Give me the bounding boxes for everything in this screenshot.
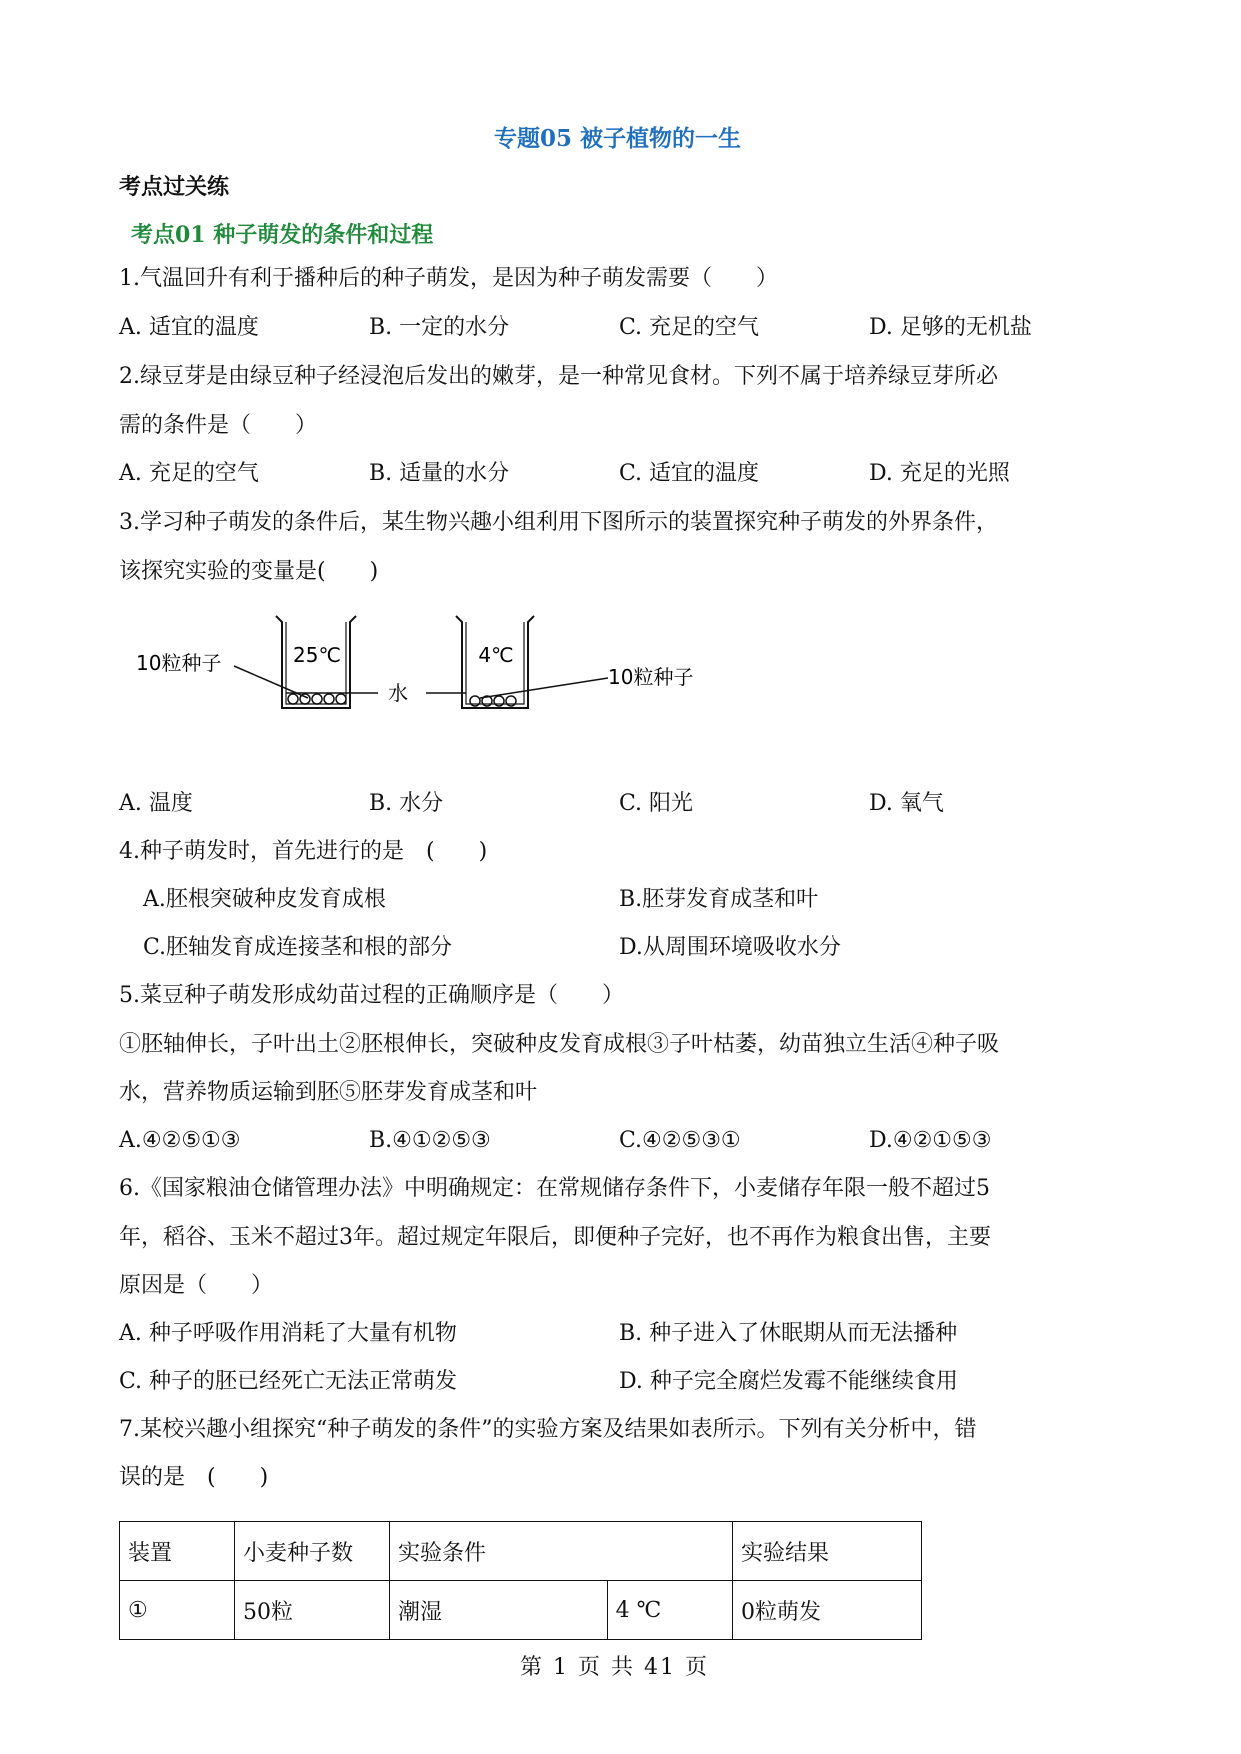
q2-option-c: C. 适宜的温度 [619, 461, 760, 486]
q6-option-d: D. 种子完全腐烂发霉不能继续食用 [619, 1369, 958, 1394]
q5-option-c: C.④②⑤③① [619, 1128, 741, 1153]
table-header-cell: 装置 [120, 1522, 235, 1581]
q2-option-b: B. 适量的水分 [369, 461, 510, 486]
seeds-left [288, 694, 346, 704]
q4-option-a: A.胚根突破种皮发育成根 [143, 887, 386, 912]
q3-option-b: B. 水分 [369, 791, 444, 816]
q6-option-c: C. 种子的胚已经死亡无法正常萌发 [119, 1369, 458, 1394]
q6-stem-line-2: 年，稻谷、玉米不超过3年。超过规定年限后，即便种子完好，也不再作为粮食出售，主要 [119, 1225, 991, 1250]
table-cell: ① [120, 1581, 235, 1640]
q2-option-d: D. 充足的光照 [869, 461, 1010, 486]
table-header-cell: 实验结果 [733, 1522, 922, 1581]
q4-option-b: B.胚芽发育成茎和叶 [619, 887, 819, 912]
q3-stem-line-2: 该探究实验的变量是( ) [119, 559, 379, 584]
q1-option-b: B. 一定的水分 [369, 315, 510, 340]
q5-option-b: B.④①②⑤③ [369, 1128, 491, 1153]
germination-experiment-figure [130, 610, 730, 730]
q3-option-c: C. 阳光 [619, 791, 694, 816]
table-header-cell: 小麦种子数 [235, 1522, 390, 1581]
q3-option-d: D. 氧气 [869, 791, 944, 816]
table-row [120, 1581, 922, 1640]
page-footer: 第 1 页 共 41 页 [520, 1655, 709, 1680]
q6-stem-line-3: 原因是（ ） [119, 1273, 274, 1298]
q5-stem-line-3: 水，营养物质运输到胚⑤胚芽发育成茎和叶 [119, 1080, 538, 1105]
beaker-left-temp: 25℃ [293, 643, 341, 667]
subsection-heading: 考点01 种子萌发的条件和过程 [131, 222, 434, 248]
q1-option-d: D. 足够的无机盐 [869, 315, 1032, 340]
table-cell: 50粒 [235, 1581, 390, 1640]
q1-stem-line-1: 1.气温回升有利于播种后的种子萌发，是因为种子萌发需要（ ） [119, 266, 778, 291]
table-header-row [120, 1522, 922, 1581]
q2-stem-line-1: 2.绿豆芽是由绿豆种子经浸泡后发出的嫩芽，是一种常见食材。下列不属于培养绿豆芽所必 [119, 364, 998, 389]
label-left-seeds: 10粒种子 [136, 651, 222, 675]
q1-option-a: A. 适宜的温度 [119, 315, 259, 340]
table-header-cell: 实验条件 [390, 1522, 733, 1581]
beaker-right-temp: 4℃ [478, 643, 514, 667]
q1-option-c: C. 充足的空气 [619, 315, 760, 340]
q4-option-c: C.胚轴发育成连接茎和根的部分 [143, 935, 453, 960]
table-cell: 4 ℃ [607, 1581, 732, 1640]
table-cell: 0粒萌发 [733, 1581, 922, 1640]
leader-left [234, 666, 308, 698]
label-water: 水 [388, 681, 408, 705]
q7-stem-line-1: 7.某校兴趣小组探究“种子萌发的条件”的实验方案及结果如表所示。下列有关分析中，错 [119, 1417, 977, 1442]
q5-option-a: A.④②⑤①③ [119, 1128, 241, 1153]
experiment-table [119, 1521, 922, 1640]
q6-stem-line-1: 6.《国家粮油仓储管理办法》中明确规定：在常规储存条件下，小麦储存年限一般不超过5 [119, 1176, 990, 1201]
q3-stem-line-1: 3.学习种子萌发的条件后，某生物兴趣小组利用下图所示的装置探究种子萌发的外界条件， [119, 510, 998, 535]
label-right-seeds: 10粒种子 [608, 665, 694, 689]
q2-option-a: A. 充足的空气 [119, 461, 259, 486]
table-cell: 潮湿 [390, 1581, 608, 1640]
q5-stem-line-1: 5.菜豆种子萌发形成幼苗过程的正确顺序是（ ） [119, 983, 624, 1008]
q6-option-a: A. 种子呼吸作用消耗了大量有机物 [119, 1321, 457, 1346]
q4-option-d: D.从周围环境吸收水分 [619, 935, 841, 960]
q2-stem-line-2: 需的条件是（ ） [119, 413, 318, 438]
q7-stem-line-2: 误的是 ( ) [119, 1465, 269, 1490]
q5-stem-line-2: ①胚轴伸长，子叶出土②胚根伸长，突破种皮发育成根③子叶枯萎，幼苗独立生活④种子吸 [119, 1032, 1000, 1057]
q6-option-b: B. 种子进入了休眠期从而无法播种 [619, 1321, 958, 1346]
page-title: 专题05 被子植物的一生 [494, 125, 742, 152]
section-heading: 考点过关练 [119, 174, 230, 200]
q4-stem-line-1: 4.种子萌发时，首先进行的是 ( ) [119, 839, 488, 864]
q3-option-a: A. 温度 [119, 791, 193, 816]
q5-option-d: D.④②①⑤③ [869, 1128, 992, 1153]
leader-right [480, 678, 608, 698]
